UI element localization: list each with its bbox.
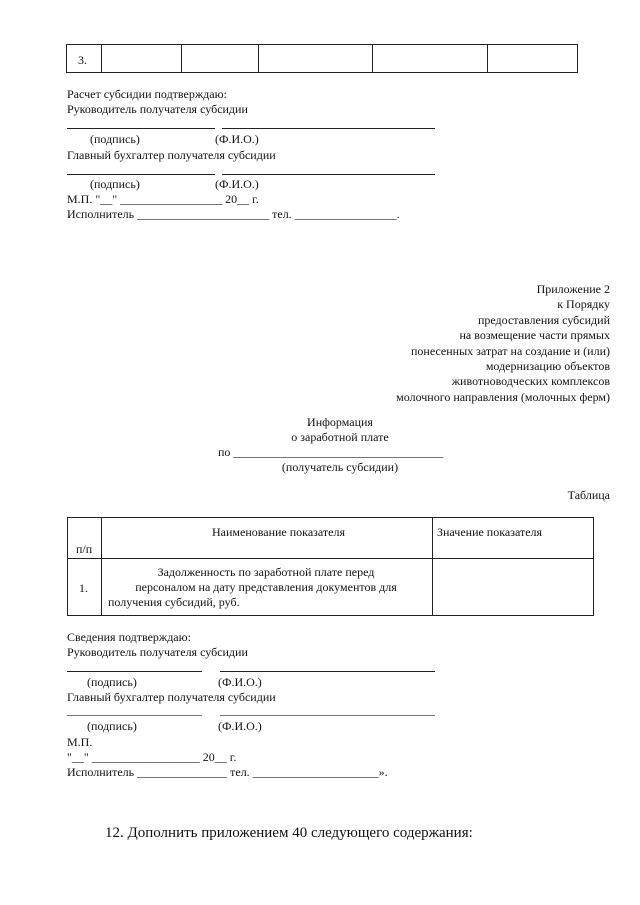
- header-name: Наименование показателя: [212, 525, 345, 539]
- signature-caption: (подпись): [87, 675, 137, 689]
- appendix-line: предоставления субсидий: [477, 312, 610, 327]
- appendix-header: [396, 282, 610, 405]
- signature-line: [67, 671, 202, 672]
- confirm-title: Сведения подтверждаю:: [67, 630, 191, 644]
- amendment-text: 12. Дополнить приложением 40 следующего содержания:: [105, 825, 473, 841]
- appendix-line: на возмещение части прямых: [459, 328, 610, 343]
- row-cell-name: [101, 558, 433, 616]
- mp-date: М.П. "__" _________________ 20__ г.: [67, 192, 259, 206]
- executor-line: Исполнитель _______________ тел. _____________________».: [67, 765, 388, 779]
- executor-line: Исполнитель ______________________ тел. _________________.: [67, 207, 400, 221]
- row-name-line: получения субсидий, руб.: [108, 595, 240, 609]
- top-table-cell: [181, 44, 259, 73]
- header-number: п/п: [76, 542, 93, 556]
- accountant-label: Главный бухгалтер получателя субсидии: [67, 690, 276, 704]
- fio-line: [220, 671, 435, 672]
- top-table-cell: [487, 44, 578, 73]
- header-value: Значение показателя: [437, 525, 543, 539]
- accountant-label: Главный бухгалтер получателя субсидии: [67, 148, 276, 162]
- signature-line: [67, 174, 215, 175]
- appendix-line: животноводческих комплексов: [451, 374, 610, 389]
- row-cell-number: [67, 558, 102, 616]
- fio-line: [220, 715, 435, 716]
- row-name-line: Задолженность по заработной плате перед: [157, 565, 375, 579]
- appendix-line: к Порядку: [557, 297, 610, 312]
- top-table-row-number: 3.: [78, 53, 87, 67]
- signature-caption: (подпись): [90, 177, 140, 191]
- mp-label: М.П.: [67, 735, 93, 749]
- header-cell-number: [67, 517, 102, 559]
- top-table-cell-number: [66, 44, 102, 73]
- appendix-line: понесенных затрат на создание и (или): [410, 343, 610, 358]
- recipient-caption: (получатель субсидии): [281, 460, 399, 474]
- top-table-cell: [101, 44, 182, 73]
- table-label: Таблица: [567, 488, 610, 502]
- signature-caption: (подпись): [87, 719, 137, 733]
- appendix-line: модернизацию объектов: [485, 359, 610, 374]
- signature-line: [67, 715, 202, 716]
- recipient-line: по ___________________________________: [218, 445, 444, 459]
- signature-line: [67, 128, 215, 129]
- top-table-cell: [372, 44, 488, 73]
- head-label: Руководитель получателя субсидии: [67, 102, 248, 116]
- header-cell-name: [101, 517, 433, 559]
- row-cell-value: [432, 558, 594, 616]
- fio-line: [222, 174, 435, 175]
- header-cell-value: [432, 517, 594, 559]
- date-line: "__" __________________ 20__ г.: [67, 750, 237, 764]
- fio-caption: (Ф.И.О.): [218, 719, 262, 733]
- head-label: Руководитель получателя субсидии: [67, 645, 248, 659]
- fio-caption: (Ф.И.О.): [215, 132, 259, 146]
- info-title-line1: Информация: [307, 415, 373, 429]
- info-title-line2: о заработной плате: [291, 430, 389, 444]
- appendix-line: Приложение 2: [536, 282, 610, 296]
- fio-caption: (Ф.И.О.): [215, 177, 259, 191]
- fio-caption: (Ф.И.О.): [218, 675, 262, 689]
- signature-caption: (подпись): [90, 132, 140, 146]
- confirm-title: Расчет субсидии подтверждаю:: [67, 87, 227, 101]
- appendix-line: молочного направления (молочных ферм): [396, 389, 610, 404]
- row-name-line: персоналом на дату представления документов для: [135, 580, 397, 594]
- row-number: 1.: [79, 581, 88, 595]
- top-table-cell: [258, 44, 373, 73]
- fio-line: [222, 128, 435, 129]
